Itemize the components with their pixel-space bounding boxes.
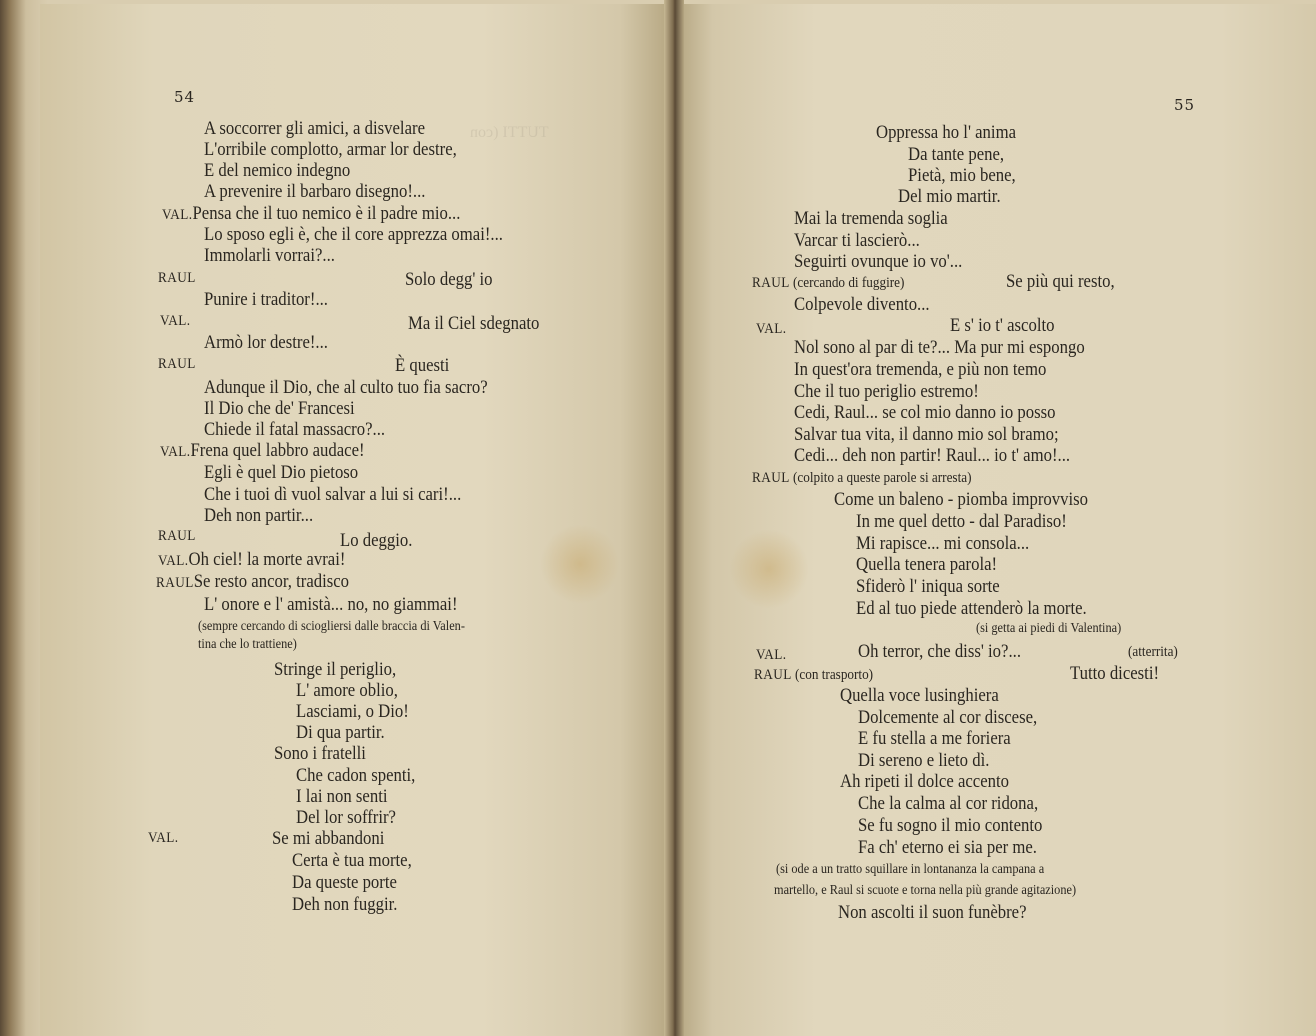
- verse-line: L' amore oblio,: [296, 680, 398, 701]
- bleed-through-text: TUTTI (con: [470, 124, 549, 141]
- speaker-line: VAL.Oh ciel! la morte avrai!: [158, 549, 346, 570]
- verse-line: Fa ch' eterno ei sia per me.: [858, 837, 1037, 858]
- verse-line: Nol sono al par di te?... Ma pur mi espongo: [794, 337, 1085, 358]
- page-number: 54: [174, 88, 196, 106]
- stage-direction: (cercando di fuggire): [793, 275, 905, 291]
- verse-line: E s' io t' ascolto: [950, 315, 1055, 336]
- verse-line: Deh non fuggir.: [292, 894, 398, 915]
- verse-line: Solo degg' io: [405, 269, 493, 290]
- verse-line: A prevenire il barbaro disegno!...: [204, 181, 426, 202]
- verse-line: Tutto dicesti!: [1070, 663, 1160, 684]
- verse-line: L'orribile complotto, armar lor destre,: [204, 139, 457, 160]
- verse-line: Il Dio che de' Francesi: [204, 398, 355, 419]
- verse-line: Del lor soffrir?: [296, 807, 396, 828]
- verse-line: Immolarli vorrai?...: [204, 245, 335, 266]
- verse-line: Cedi, Raul... se col mio danno io posso: [794, 402, 1056, 423]
- verse-line: Oh terror, che diss' io?...: [858, 641, 1022, 662]
- verse-line: Stringe il periglio,: [274, 659, 397, 680]
- speaker-line: [754, 665, 873, 686]
- verse-line: Che il tuo periglio estremo!: [794, 381, 979, 402]
- verse-line: Se mi abbandoni: [272, 828, 385, 849]
- verse-line: Del mio martir.: [898, 186, 1001, 207]
- speaker-name: VAL.: [756, 321, 787, 337]
- speaker-name: RAUL: [752, 275, 790, 291]
- verse-line: Quella tenera parola!: [856, 554, 998, 575]
- verse-line: Mai la tremenda soglia: [794, 208, 948, 229]
- speaker-line: VAL.Frena quel labbro audace!: [160, 440, 365, 461]
- verse-line: Sfiderò l' iniqua sorte: [856, 576, 1000, 597]
- verse-line: L' onore e l' amistà... no, no giammai!: [204, 594, 458, 615]
- book-gutter: [664, 0, 684, 1036]
- verse-line: Di qua partir.: [296, 722, 385, 743]
- stage-direction: martello, e Raul si scuote e torna nella più grande agitazione): [774, 883, 1077, 898]
- verse-line: Armò lor destre!...: [204, 332, 328, 353]
- verse-line: Lo deggio.: [340, 530, 413, 551]
- speaker-name: RAUL: [158, 356, 196, 372]
- verse-line: Ma il Ciel sdegnato: [408, 313, 540, 334]
- verse-line: Salvar tua vita, il danno mio sol bramo;: [794, 424, 1059, 445]
- speaker-line: [752, 273, 904, 294]
- stage-direction: (si getta ai piedi di Valentina): [976, 621, 1122, 636]
- verse-line: Che la calma al cor ridona,: [858, 793, 1039, 814]
- speaker-name: VAL.: [158, 553, 189, 569]
- speaker-name: VAL.: [148, 830, 179, 846]
- speaker-line: VAL.Pensa che il tuo nemico è il padre mio...: [162, 203, 461, 224]
- verse-line: Pietà, mio bene,: [908, 165, 1016, 186]
- verse-line: E fu stella a me foriera: [858, 728, 1011, 749]
- left-page: [40, 4, 670, 1036]
- speaker-name: RAUL: [752, 470, 790, 486]
- verse-line: Varcar ti lascierò...: [794, 230, 920, 251]
- verse-line: Cedi... deh non partir! Raul... io t' amo!...: [794, 445, 1071, 466]
- verse-line: Non ascolti il suon funèbre?: [838, 902, 1027, 923]
- verse-line: Da queste porte: [292, 872, 397, 893]
- verse-line: In me quel detto - dal Paradiso!: [856, 511, 1067, 532]
- paper-stain: [729, 529, 809, 609]
- verse-line: Se fu sogno il mio contento: [858, 815, 1043, 836]
- page-number: 55: [1174, 96, 1196, 114]
- verse-line: Adunque il Dio, che al culto tuo fia sacro?: [204, 377, 488, 398]
- speaker-name: RAUL: [156, 575, 194, 591]
- speaker-name: RAUL: [754, 667, 792, 683]
- verse-line: E del nemico indegno: [204, 160, 351, 181]
- speaker-line: [752, 468, 972, 489]
- stage-direction: (atterrita): [1128, 644, 1178, 660]
- verse-line: Ed al tuo piede attenderò la morte.: [856, 598, 1087, 619]
- stage-direction: tina che lo trattiene): [198, 637, 297, 652]
- verse-line: Certa è tua morte,: [292, 850, 412, 871]
- verse-line: Dolcemente al cor discese,: [858, 707, 1038, 728]
- speaker-name: RAUL: [158, 270, 196, 286]
- speaker-name: VAL.: [756, 647, 787, 663]
- verse-line: Deh non partir...: [204, 505, 314, 526]
- stage-direction: (si ode a un tratto squillare in lontananza la campana a: [776, 862, 1045, 877]
- verse-line: In quest'ora tremenda, e più non temo: [794, 359, 1047, 380]
- verse-line: Se più qui resto,: [1006, 271, 1115, 292]
- verse-line: Oppressa ho l' anima: [876, 122, 1017, 143]
- verse-line: Lo sposo egli è, che il core apprezza omai!...: [204, 224, 503, 245]
- verse-line: Di sereno e lieto dì.: [858, 750, 990, 771]
- verse-line: Da tante pene,: [908, 144, 1005, 165]
- verse-line: Ah ripeti il dolce accento: [840, 771, 1010, 792]
- right-page: [674, 4, 1316, 1036]
- verse-line: Sono i fratelli: [274, 743, 366, 764]
- verse-line: I lai non senti: [296, 786, 388, 807]
- stage-direction: (con trasporto): [795, 667, 874, 683]
- stage-direction: (sempre cercando di sciogliersi dalle braccia di Valen-: [198, 619, 465, 634]
- stage-direction: (colpito a queste parole si arresta): [793, 470, 972, 486]
- speaker-line: RAULSe resto ancor, tradisco: [156, 571, 350, 592]
- speaker-name: VAL.: [160, 313, 191, 329]
- verse-line: Mi rapisce... mi consola...: [856, 533, 1030, 554]
- speaker-name: VAL.: [160, 444, 191, 460]
- verse-line: Colpevole divento...: [794, 294, 930, 315]
- paper-stain: [540, 524, 620, 604]
- verse-line: Che cadon spenti,: [296, 765, 416, 786]
- verse-line: Lasciami, o Dio!: [296, 701, 409, 722]
- verse-line: È questi: [395, 355, 450, 376]
- verse-line: Punire i traditor!...: [204, 289, 328, 310]
- speaker-name: RAUL: [158, 528, 196, 544]
- verse-line: Quella voce lusinghiera: [840, 685, 999, 706]
- verse-line: A soccorrer gli amici, a disvelare: [204, 118, 425, 139]
- verse-line: Che i tuoi dì vuol salvar a lui si cari!...: [204, 484, 462, 505]
- verse-line: Chiede il fatal massacro?...: [204, 419, 386, 440]
- speaker-name: VAL.: [162, 207, 193, 223]
- verse-line: Egli è quel Dio pietoso: [204, 462, 359, 483]
- verse-line: Seguirti ovunque io vo'...: [794, 251, 963, 272]
- verse-line: Come un baleno - piomba improvviso: [834, 489, 1089, 510]
